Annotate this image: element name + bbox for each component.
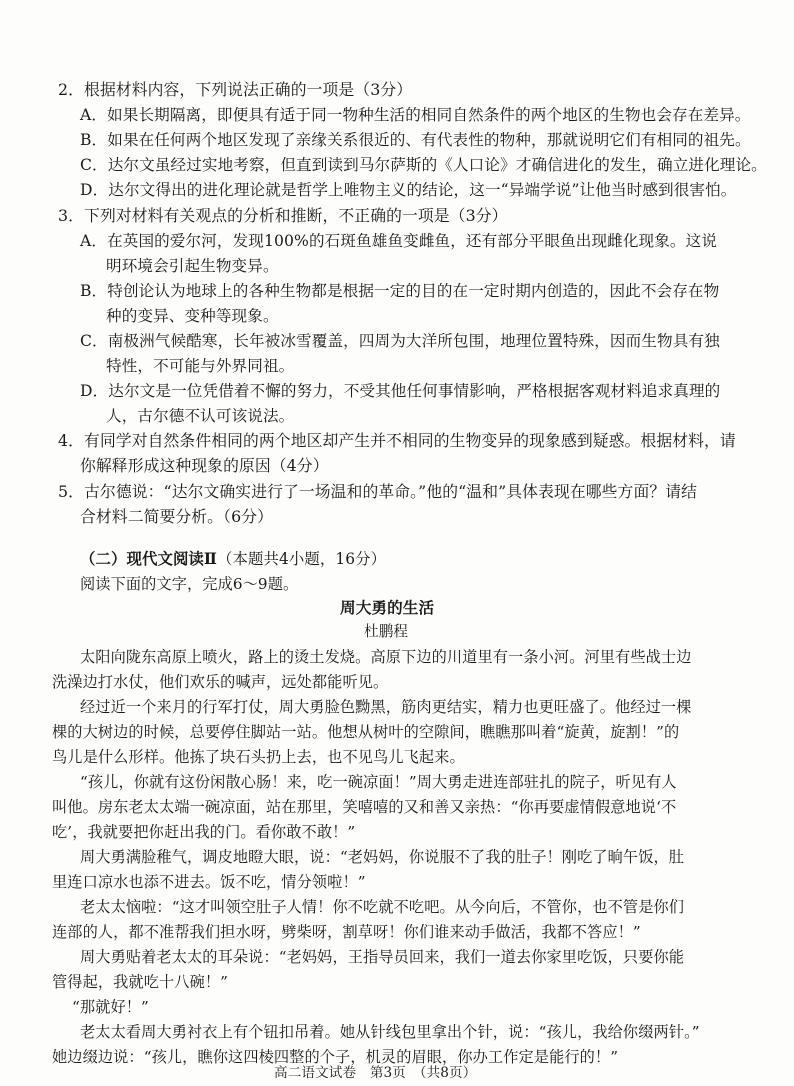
- story-line: 洗澡边打水仗，他们欢乐的喊声，远处都能听见。: [52, 673, 389, 691]
- story-line: 连部的人，都不准帮我们担水呀，劈柴呀，割草呀！你们谁来动手做活，我都不答应！”: [52, 923, 641, 941]
- question-3-option-c-cont: 特性，不可能与外界同祖。: [106, 357, 295, 375]
- question-3-option-a-cont: 明环境会引起生物变异。: [106, 257, 279, 275]
- story-line: 老太太看周大勇衬衣上有个钮扣吊着。她从针线包里拿出个针，说：“孩儿，我给你缀两针。”: [80, 1023, 700, 1041]
- page-footer: 高二语文试卷 第3页 （共8页）: [274, 1065, 477, 1081]
- story-line: 太阳向陇东高原上喷火，路上的烫土发烧。高原下边的川道里有一条小河。河里有些战士边: [80, 648, 692, 666]
- question-2-option-d: D．达尔文得出的进化理论就是哲学上唯物主义的结论，这一“异端学说”让他当时感到很害怕。: [80, 181, 737, 199]
- section-instruction: 阅读下面的文字，完成6～9题。: [80, 575, 299, 593]
- story-line: 管得起，我就吃十八碗！”: [52, 973, 229, 991]
- story-line: 经过近一个来月的行军打仗，周大勇脸色黝黑，筋肉更结实，精力也更旺盛了。他经过一棵: [80, 698, 692, 716]
- question-5-stem-cont: 合材料二简要分析。（6分）: [80, 507, 274, 526]
- question-3-option-a: A．在英国的爱尔河，发现100%的石斑鱼雄鱼变雌鱼，还有部分平眼鱼出现雌化现象。这说: [80, 232, 718, 250]
- story-line: 周大勇贴着老太太的耳朵说：“老妈妈，王指导员回来，我们一道去你家里吃饭，只要你能: [80, 948, 685, 966]
- section-heading: [80, 546, 386, 572]
- story-line: 她边缀边说：“孩儿，瞧你这四棱四整的个子，机灵的眉眼，你办工作定是能行的！”: [52, 1048, 619, 1066]
- question-2-option-b: B．如果在任何两个地区发现了亲缘关系很近的、有代表性的物种，那就说明它们有相同的祖先。: [80, 131, 751, 149]
- question-3-stem: 3．下列对材料有关观点的分析和推断，不正确的一项是（3分）: [58, 206, 508, 225]
- story-line: 棵的大树边的时候，总要停住脚站一站。他想从树叶的空隙间，瞧瞧那叫着“旋黄，旋割！”的: [52, 723, 680, 741]
- question-4-stem: 4．有同学对自然条件相同的两个地区却产生并不相同的生物变异的现象感到疑惑。根据材料，请: [58, 431, 736, 450]
- question-3-option-d: D．达尔文是一位凭借着不懈的努力，不受其他任何事情影响，严格根据客观材料追求真理的: [80, 382, 721, 400]
- question-2-option-a: A．如果长期隔离，即便具有适于同一物种生活的相同自然条件的两个地区的生物也会存在差异。: [80, 106, 751, 124]
- question-2-option-c: C．达尔文虽经过实地考察，但直到读到马尔萨斯的《人口论》才确信进化的发生，确立进化理论。: [80, 156, 767, 174]
- question-3-option-b: B．特创论认为地球上的各种生物都是根据一定的目的在一定时期内创造的，因此不会存在物: [80, 282, 720, 300]
- story-line: “孩儿，你就有这份闲散心肠！来，吃一碗凉面！”周大勇走进连部驻扎的院子，听见有人: [80, 773, 677, 791]
- section-heading-title: （二）现代文阅读Ⅱ: [80, 550, 217, 568]
- question-4-stem-cont: 你解释形成这种现象的原因（4分）: [80, 456, 329, 475]
- story-title: 周大勇的生活: [340, 598, 435, 617]
- question-5-stem: 5．古尔德说：“达尔文确实进行了一场温和的革命。”他的“温和”具体表现在哪些方面？请结: [58, 482, 698, 501]
- story-line: 吃’，我就要把你赶出我的门。看你敢不敢！”: [52, 823, 356, 841]
- section-heading-meta: （本题共4小题，16分）: [217, 550, 387, 568]
- question-3-option-b-cont: 种的变异、变种等现象。: [106, 307, 279, 325]
- story-line: 老太太恼啦：“这才叫领空肚子人情！你不吃就不吃吧。从今向后，不管你，也不管是你们: [80, 898, 685, 916]
- story-author: 杜鹏程: [364, 623, 409, 640]
- question-3-option-c: C．南极洲气候酷寒，长年被冰雪覆盖，四周为大洋所包围，地理位置特殊，因而生物具有独: [80, 332, 720, 350]
- story-line: 周大勇满脸稚气，调皮地瞪大眼，说：“老妈妈，你说服不了我的肚子！刚吃了晌午饭，肚: [80, 848, 685, 866]
- story-line: “那就好！”: [72, 998, 149, 1016]
- story-line: 鸟儿是什么形样。他拣了块石头扔上去，也不见鸟儿飞起来。: [52, 748, 465, 766]
- question-3-option-d-cont: 人，古尔德不认可该说法。: [106, 407, 295, 425]
- story-line: 叫他。房东老太太端一碗凉面，站在那里，笑嘻嘻的又和善又亲热：“你再要虚情假意地说‘不: [52, 798, 677, 816]
- story-line: 里连口凉水也添不进去。饭不吃，情分领啦！”: [52, 873, 366, 891]
- question-2-stem: 2．根据材料内容，下列说法正确的一项是（3分）: [58, 80, 413, 99]
